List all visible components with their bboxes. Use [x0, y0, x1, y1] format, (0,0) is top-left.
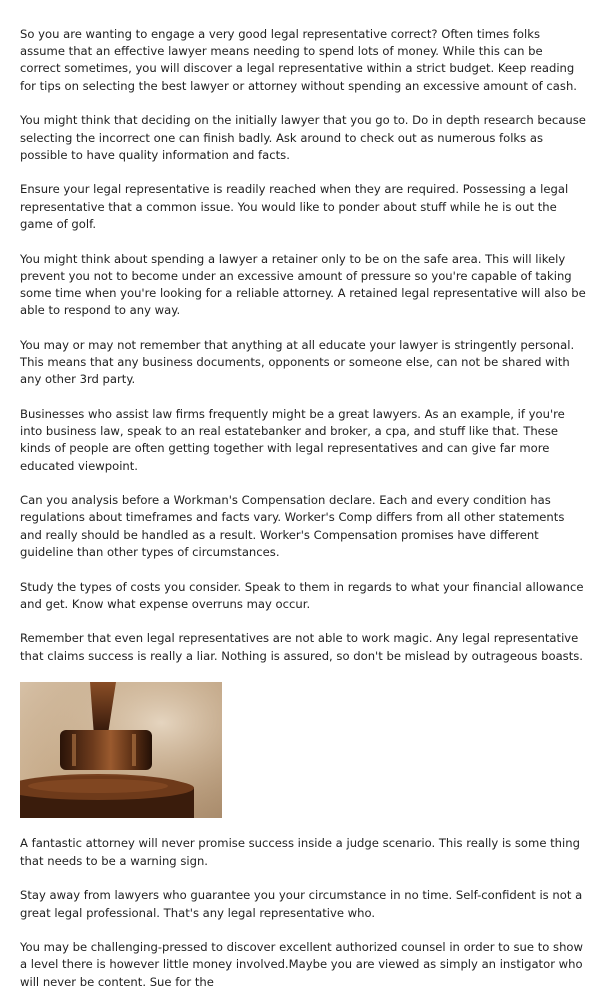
paragraph: Can you analysis before a Workman's Compensation declare. Each and every condition has regulations about timeframes and facts vary. Worker's Comp differs from all other statements and really should be handled as a result. Worker's Compensation promises have different guideline than other types of circumstances.	[20, 493, 565, 559]
paragraph: So you are wanting to engage a very good legal representative correct? Often times folks assume that an effective lawyer means needing to spend lots of money. While this can be correct sometimes, you will discover a legal representative within a strict budget. Keep reading for tips on selecting the best lawyer or attorney without spending an excessive amount of cash.	[20, 27, 577, 93]
paragraph: You might think that deciding on the initially lawyer that you go to. Do in depth research because selecting the incorrect one can finish badly. Ask around to check out as numerous folks as possible to have quality information and facts.	[20, 113, 586, 162]
paragraph: You may be challenging-pressed to discover excellent authorized counsel in order to sue to show a level there is however little money involved.Maybe you are viewed as simply an instigator who will never be content. Sue for the	[20, 940, 583, 989]
gavel-photo	[20, 682, 222, 818]
paragraph: Study the types of costs you consider. Speak to them in regards to what your financial allowance and get. Know what expense overruns may occur.	[20, 579, 584, 611]
paragraph: Ensure your legal representative is readily reached when they are required. Possessing a legal representative that a common issue. You would like to ponder about stuff while he is out the game of golf.	[20, 182, 569, 231]
paragraph: Remember that even legal representatives are not able to work magic. Any legal representative that claims success is really a liar. Nothing is assured, so don't be mislead by outrageous boasts.	[20, 631, 583, 663]
paragraph: Businesses who assist law firms frequently might be a great lawyers. As an example, if you're into business law, speak to an real estatebanker and broker, a cpa, and stuff like that. These kinds of people are often getting together with legal representatives and can give far more educated viewpoint.	[20, 406, 565, 473]
paragraph: You may or may not remember that anything at all educate your lawyer is stringently personal. This means that any business documents, opponents or someone else, can not be shared with any other 3rd party.	[20, 337, 575, 387]
paragraph: You might think about spending a lawyer a retainer only to be on the safe area. This will likely prevent you not to become under an excessive amount of pressure so you're capable of taking some time when you're looking for a reliable attorney. A retained legal representative will also be able to respond to any way.	[20, 251, 586, 318]
paragraph: A fantastic attorney will never promise success inside a judge scenario. This really is some thing that needs to be a warning sign.	[20, 836, 580, 868]
paragraph: Stay away from lawyers who guarantee you your circumstance in no time. Self-confident is not a great legal professional. That's any legal representative who.	[20, 888, 583, 920]
gavel-icon	[20, 682, 222, 818]
article	[20, 26, 586, 1008]
